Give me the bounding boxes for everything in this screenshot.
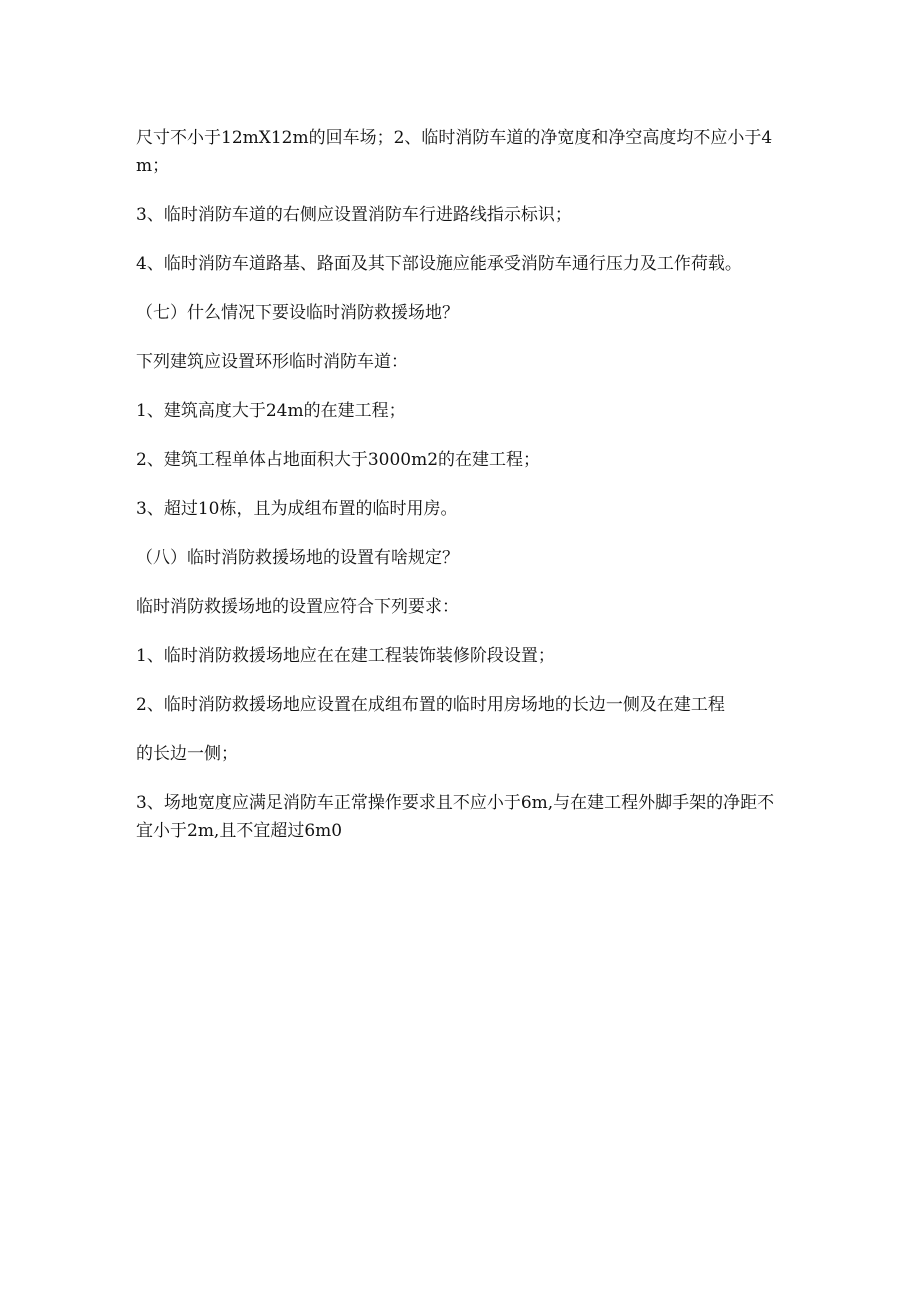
paragraph-load-capacity: 4、临时消防车道路基、路面及其下部设施应能承受消防车通行压力及工作荷载。 (136, 254, 742, 274)
list-item-area: 2、建筑工程单体占地面积大于3000m2的在建工程； (136, 450, 541, 470)
list-item-height: 1、建筑高度大于24m的在建工程； (136, 401, 406, 421)
list-item-site-width: 3、场地宽度应满足消防车正常操作要求且不应小于6m,与在建工程外脚手架的净距不宜小于2m,且不宜超过6m0 (136, 793, 775, 841)
paragraph-ring-road-intro: 下列建筑应设置环形临时消防车道： (136, 352, 408, 372)
document-body (136, 124, 786, 866)
paragraph-turnaround-and-width: 尺寸不小于12mX12m的回车场；2、临时消防车道的净宽度和净空高度均不应小于4m； (136, 128, 773, 176)
section-heading-8: （八）临时消防救援场地的设置有啥规定？ (136, 548, 459, 568)
paragraph-rescue-site-intro: 临时消防救援场地的设置应符合下列要求： (136, 597, 459, 617)
list-item-long-side-continued: 的长边一侧； (136, 744, 238, 764)
list-item-temporary-housing: 3、超过10栋，且为成组布置的临时用房。 (136, 499, 458, 519)
list-item-decoration-stage: 1、临时消防救援场地应在在建工程装饰装修阶段设置； (136, 646, 555, 666)
list-item-long-side: 2、临时消防救援场地应设置在成组布置的临时用房场地的长边一侧及在建工程 (136, 695, 725, 715)
paragraph-route-sign: 3、临时消防车道的右侧应设置消防车行进路线指示标识； (136, 205, 572, 225)
section-heading-7: （七）什么情况下要设临时消防救援场地？ (136, 303, 459, 323)
